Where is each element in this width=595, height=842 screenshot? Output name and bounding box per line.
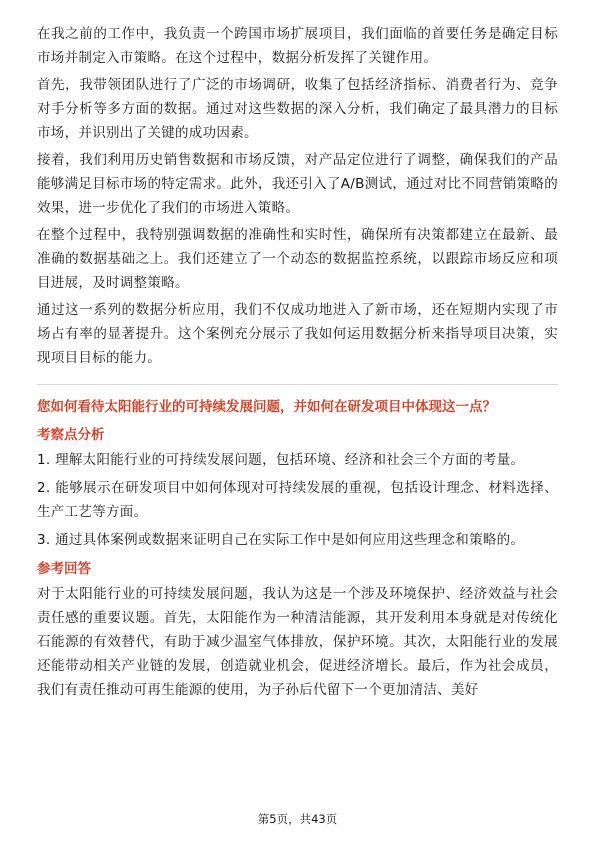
analysis-item: 2. 能够展示在研发项目中如何体现对可持续发展的重视，包括设计理念、材料选择、生产工艺等方面。	[37, 480, 558, 520]
section-divider	[37, 384, 558, 385]
answer-paragraph: 首先，我带领团队进行了广泛的市场调研，收集了包括经济指标、消费者行为、竞争对手分析等多方面的数据。通过对这些数据的深入分析，我们确定了最具潜力的目标市场，并识别出了关键的成功因素。	[37, 77, 558, 141]
answer-paragraph: 在我之前的工作中，我负责一个跨国市场扩展项目，我们面临的首要任务是确定目标市场并制定入市策略。在这个过程中，数据分析发挥了关键作用。	[37, 26, 558, 66]
answer-paragraph: 接着，我们利用历史销售数据和市场反馈，对产品定位进行了调整，确保我们的产品能够满足目标市场的特定需求。此外，我还引入了A/B测试，通过对比不同营销策略的效果，进一步优化了我们的市场进入策略。	[37, 152, 558, 216]
analysis-item: 3. 通过具体案例或数据来证明自己在实际工作中是如何应用这些理念和策略的。	[37, 532, 525, 548]
reference-paragraph: 对于太阳能行业的可持续发展问题，我认为这是一个涉及环境保护、经济效益与社会责任感的重要议题。首先，太阳能作为一种清洁能源，其开发利用本身就是对传统化石能源的有效替代，有助于减少温室气体排放，保护环境。其次，太阳能行业的发展还能带动相关产业链的发展，创造就业机会，促进经济增长。最后，作为社会成员，我们有责任推动可再生能源的使用，为子孙后代留下一个更加清洁、美好	[37, 586, 558, 698]
analysis-list	[37, 448, 558, 552]
previous-answer	[37, 22, 558, 370]
analysis-heading: 考察点分析	[37, 427, 105, 443]
answer-paragraph: 通过这一系列的数据分析应用，我们不仅成功地进入了新市场，还在短期内实现了市场占有率的显著提升。这个案例充分展示了我如何运用数据分析来指导项目决策，实现项目目标的能力。	[37, 302, 558, 366]
page-content	[37, 22, 558, 705]
answer-paragraph: 在整个过程中，我特别强调数据的准确性和实时性，确保所有决策都建立在最新、最准确的数据基础之上。我们还建立了一个动态的数据监控系统，以跟踪市场反应和项目进展，及时调整策略。	[37, 227, 558, 291]
analysis-item: 1. 理解太阳能行业的可持续发展问题，包括环境、经济和社会三个方面的考量。	[37, 452, 525, 468]
reference-heading: 参考回答	[37, 561, 91, 577]
page-number: 第5页，共43页	[257, 812, 338, 826]
interview-question: 您如何看待太阳能行业的可持续发展问题，并如何在研发项目中体现这一点？	[37, 399, 496, 415]
